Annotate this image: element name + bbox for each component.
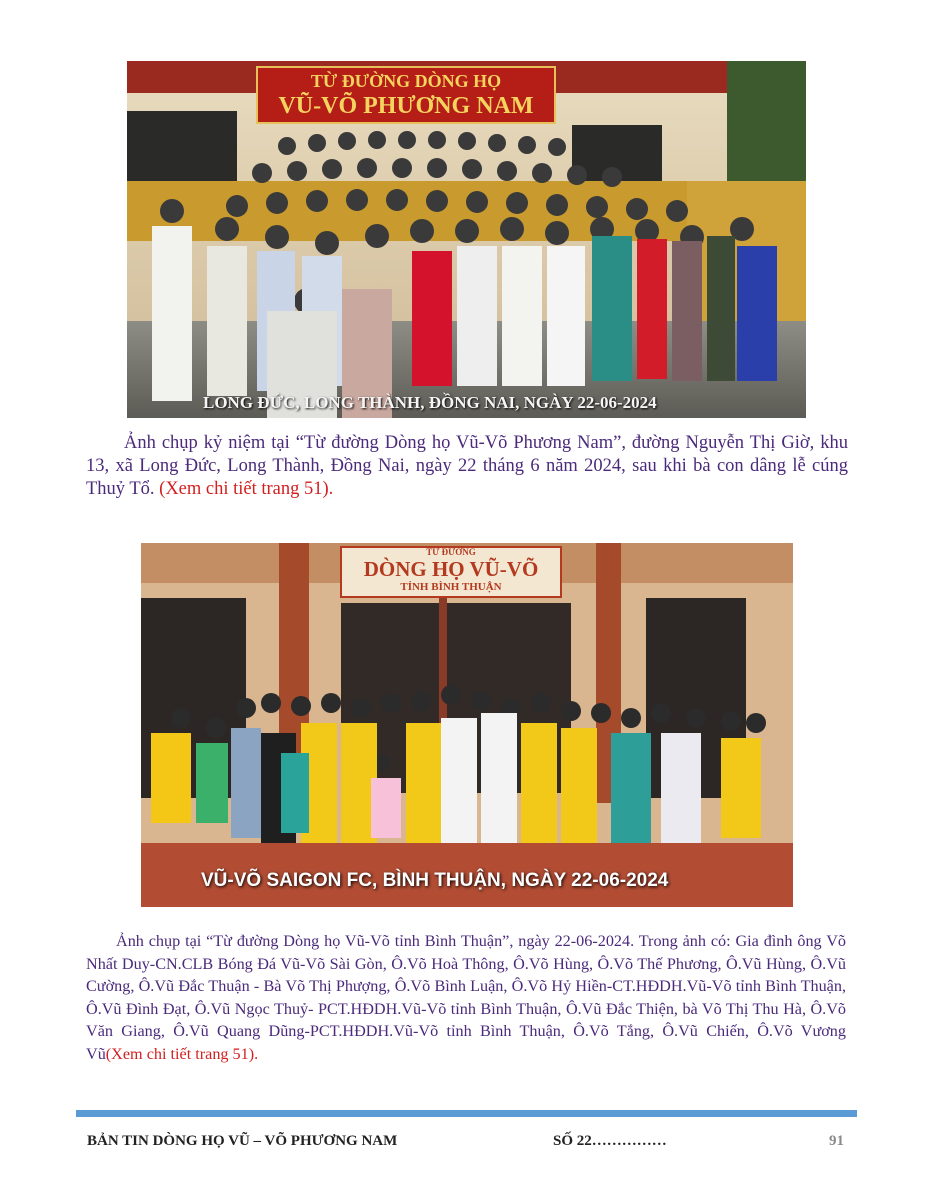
footer-divider [76, 1110, 857, 1117]
group-photo-long-duc [127, 61, 806, 418]
caption-1-page-ref: (Xem chi tiết trang 51). [159, 479, 334, 499]
caption-1-text: Ảnh chụp kỷ niệm tại “Từ đường Dòng họ Vũ-Võ Phương Nam”, đường Nguyễn Thị Giờ, khu 13, xã Long Đức, Long Thành, Đồng Nai, ngày 22 tháng 6 năm 2024, sau khi bà con dâng lễ cúng Thuỷ Tổ. [86, 433, 848, 499]
temple-sign-top: TỪ ĐƯỜNG [426, 547, 476, 557]
temple-sign-line2: VŨ-VÕ PHƯƠNG NAM [278, 93, 534, 119]
photo-1-caption [86, 432, 848, 501]
group-photo-binh-thuan [141, 543, 793, 907]
temple-sign-main: DÒNG HỌ VŨ-VÕ [363, 557, 539, 581]
temple-sign [257, 67, 555, 123]
photo-overlay-caption: LONG ĐỨC, LONG THÀNH, ĐỒNG NAI, NGÀY 22-06-2024 [203, 393, 657, 412]
newsletter-title: BẢN TIN DÒNG HỌ VŨ – VÕ PHƯƠNG NAM [87, 1133, 398, 1149]
photo-overlay-caption: VŨ-VÕ SAIGON FC, BÌNH THUẬN, NGÀY 22-06-2024 [201, 870, 669, 891]
temple-sign-sub: TỈNH BÌNH THUẬN [400, 581, 502, 593]
caption-2-page-ref: (Xem chi tiết trang 51). [105, 1044, 259, 1063]
photo-2-illustration [141, 543, 793, 907]
photo-2-caption [86, 930, 846, 1066]
temple-sign-line1: TỪ ĐƯỜNG DÒNG HỌ [310, 71, 502, 91]
issue-number: SỐ 22…………… [553, 1133, 667, 1149]
temple-sign-binh-thuan [341, 547, 561, 597]
caption-2-text: Ảnh chụp tại “Từ đường Dòng họ Vũ-Võ tỉnh Bình Thuận”, ngày 22-06-2024. Trong ảnh có: Gia đình ông Võ Nhất Duy-CN.CLB Bóng Đá Vũ-Võ Sài Gòn, Ô.Võ Hoà Thông, Ô.Võ Hùng, Ô.Võ Thế Phương, Ô.Vũ Hùng, Ô.Vũ Cường, Ô.Vũ Đắc Thuận - Bà Võ Thị Phượng, Ô.Võ Bình Luận, Ô.Võ Hỷ Hiền-CT.HĐDH.Vũ-Võ tỉnh Bình Thuận, Ô.Vũ Đình Đạt, Ô.Vũ Ngọc Thuỷ- PCT.HĐDH.Vũ-Võ tỉnh Bình Thuận, Ô.Vũ Đắc Thiện, bà Võ Thị Thu Hà, Ô.Võ Văn Giang, Ô.Vũ Quang Dũng-PCT.HĐDH.Vũ-Võ tỉnh Bình Thuận, Ô.Võ Tắng, Ô.Vũ Chiến, Ô.Võ Vương Vũ [86, 932, 846, 1063]
page-number: 91 [829, 1133, 844, 1149]
